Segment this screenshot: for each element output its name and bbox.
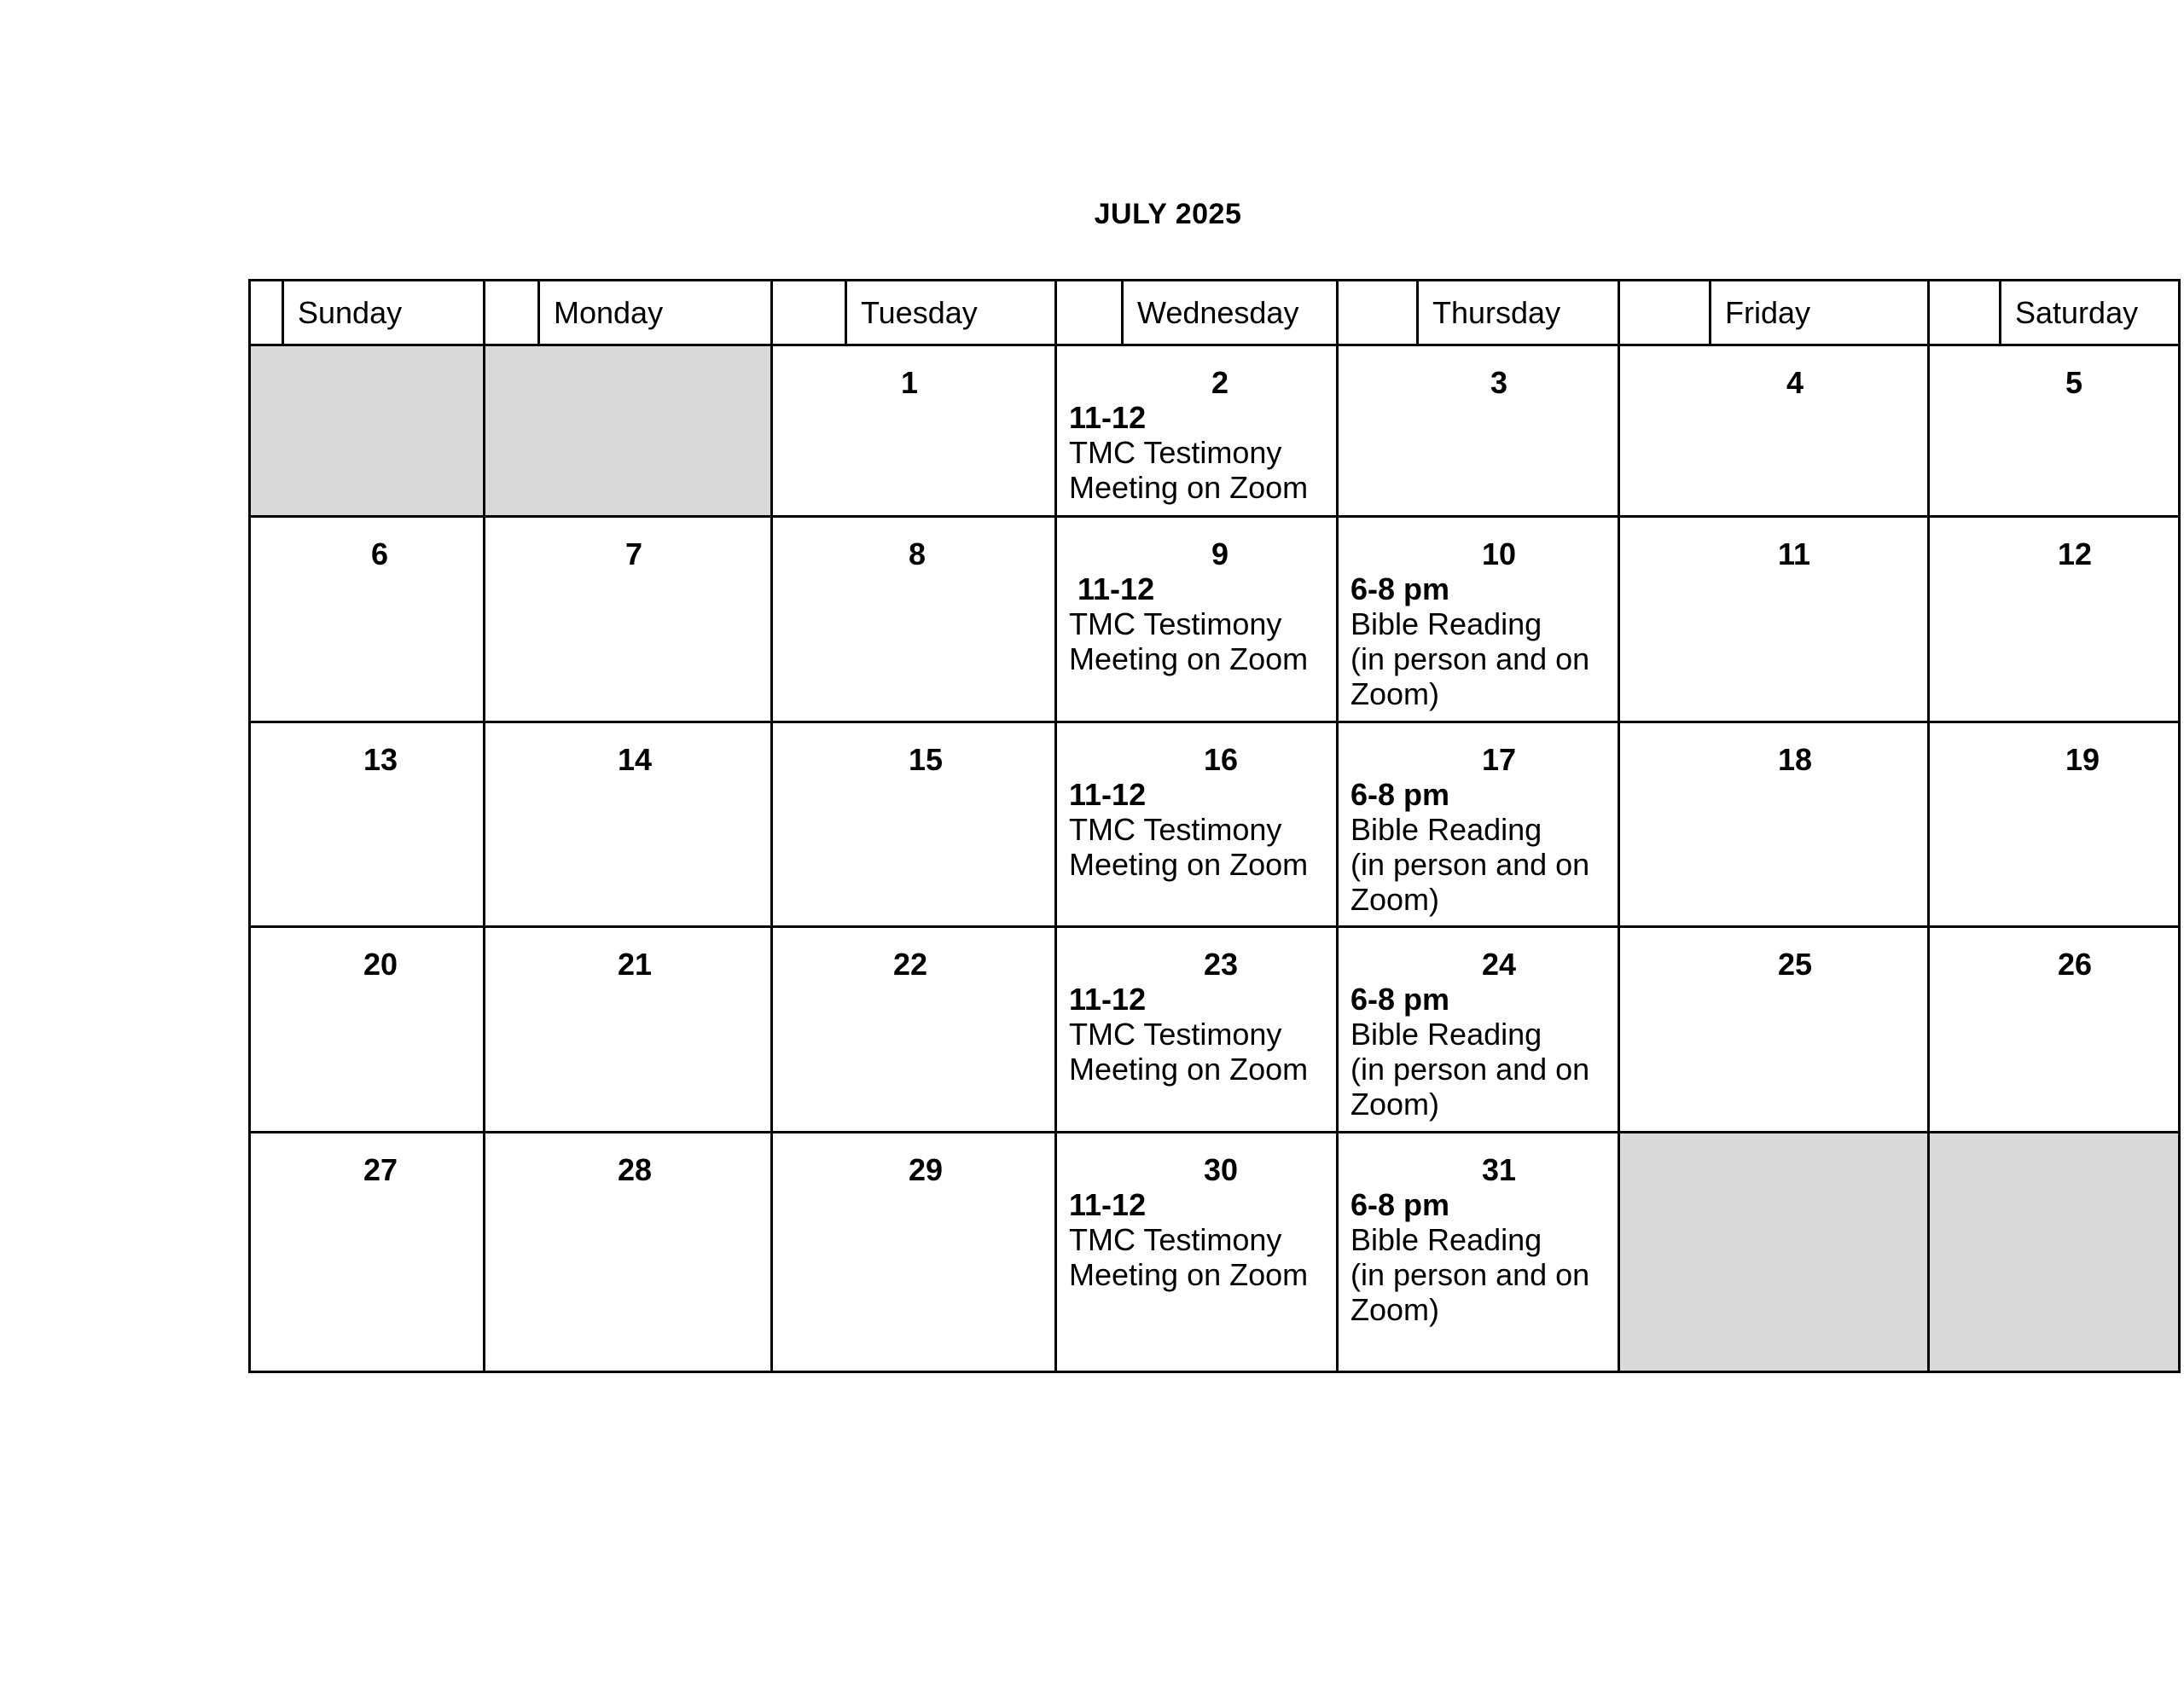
day-cell: [1929, 722, 2180, 927]
header-friday: [1619, 281, 1929, 345]
day-cell: [485, 517, 772, 722]
day-number: 16: [1204, 742, 1239, 777]
day-number: 30: [1204, 1152, 1239, 1187]
day-number: 8: [909, 536, 926, 571]
event-title: TMC Testimony: [1069, 606, 1282, 641]
day-cell: [1056, 517, 1338, 722]
day-number: 4: [1786, 365, 1804, 400]
day-cell: [1929, 517, 2180, 722]
event-location: Meeting on Zoom: [1069, 1052, 1309, 1087]
day-cell: [1056, 345, 1338, 517]
day-number: 1: [901, 365, 919, 400]
event-time: 6-8 pm: [1350, 777, 1450, 812]
weekday-label: Tuesday: [861, 295, 978, 330]
day-cell: [250, 927, 485, 1133]
weekday-label: Thursday: [1432, 295, 1561, 330]
event-location: Meeting on Zoom: [1069, 1257, 1309, 1292]
day-number: 29: [909, 1152, 944, 1187]
event-title: Bible Reading: [1350, 1222, 1542, 1257]
day-number: 25: [1778, 947, 1813, 982]
event-title: TMC Testimony: [1069, 812, 1282, 847]
event-time: 11-12: [1077, 571, 1155, 606]
calendar-grid: [248, 279, 2181, 1373]
day-cell: [1338, 345, 1619, 517]
event-location: (in person and on: [1350, 1052, 1590, 1087]
day-cell: [1338, 517, 1619, 722]
day-number: 18: [1778, 742, 1813, 777]
empty-day-cell: [1929, 1133, 2180, 1372]
day-cell: [1929, 345, 2180, 517]
event-location: (in person and on: [1350, 847, 1590, 882]
event-title: TMC Testimony: [1069, 435, 1282, 470]
week-row-1: [250, 345, 2180, 517]
event-time: 11-12: [1069, 777, 1147, 812]
day-number: 13: [363, 742, 398, 777]
day-number: 7: [625, 536, 643, 571]
day-cell: [1619, 927, 1929, 1133]
day-cell: [1056, 722, 1338, 927]
event-title: TMC Testimony: [1069, 1222, 1282, 1257]
day-number: 31: [1482, 1152, 1517, 1187]
day-number: 3: [1490, 365, 1508, 400]
day-cell: [1929, 927, 2180, 1133]
event-location: Meeting on Zoom: [1069, 641, 1309, 676]
day-number: 27: [363, 1152, 398, 1187]
day-number: 17: [1482, 742, 1517, 777]
day-cell: [1338, 1133, 1619, 1372]
day-number: 15: [909, 742, 944, 777]
week-row-4: [250, 927, 2180, 1133]
event-location: Zoom): [1350, 1292, 1440, 1327]
day-cell: [485, 927, 772, 1133]
header-saturday: [1929, 281, 2180, 345]
event-title: Bible Reading: [1350, 812, 1542, 847]
day-cell: [1056, 927, 1338, 1133]
day-cell: [1619, 722, 1929, 927]
header-monday: [485, 281, 772, 345]
day-number: 5: [2065, 365, 2083, 400]
event-title: Bible Reading: [1350, 606, 1542, 641]
day-cell: [1056, 1133, 1338, 1372]
day-cell: [772, 345, 1056, 517]
empty-day-cell: [250, 345, 485, 517]
day-number: 14: [618, 742, 653, 777]
day-number: 28: [618, 1152, 653, 1187]
event-title: Bible Reading: [1350, 1017, 1542, 1052]
week-row-5: [250, 1133, 2180, 1372]
calendar-title: JULY 2025: [1094, 198, 1242, 230]
day-cell: [772, 1133, 1056, 1372]
day-cell: [250, 722, 485, 927]
empty-day-cell: [485, 345, 772, 517]
event-time: 11-12: [1069, 400, 1147, 435]
day-number: 20: [363, 947, 398, 982]
day-number: 23: [1204, 947, 1239, 982]
day-number: 22: [893, 947, 928, 982]
empty-day-cell: [1619, 1133, 1929, 1372]
day-cell: [772, 722, 1056, 927]
event-time: 11-12: [1069, 982, 1147, 1017]
day-cell: [1619, 517, 1929, 722]
header-thursday: [1338, 281, 1619, 345]
weekday-label: Saturday: [2015, 295, 2139, 330]
day-number: 9: [1211, 536, 1229, 571]
header-sunday: [250, 281, 485, 345]
event-location: Zoom): [1350, 882, 1440, 917]
week-row-2: [250, 517, 2180, 722]
event-title: TMC Testimony: [1069, 1017, 1282, 1052]
event-location: (in person and on: [1350, 1257, 1590, 1292]
day-cell: [1338, 722, 1619, 927]
header-wednesday: [1056, 281, 1338, 345]
day-number: 2: [1211, 365, 1229, 400]
day-cell: [250, 1133, 485, 1372]
day-cell: [772, 927, 1056, 1133]
day-cell: [1619, 345, 1929, 517]
day-number: 11: [1778, 536, 1811, 571]
day-cell: [772, 517, 1056, 722]
event-time: 11-12: [1069, 1187, 1147, 1222]
event-location: Meeting on Zoom: [1069, 847, 1309, 882]
event-location: Meeting on Zoom: [1069, 470, 1309, 505]
event-time: 6-8 pm: [1350, 1187, 1450, 1222]
day-number: 26: [2058, 947, 2093, 982]
day-number: 6: [371, 536, 389, 571]
weekday-label: Sunday: [298, 295, 403, 330]
day-number: 19: [2065, 742, 2100, 777]
weekday-label: Monday: [554, 295, 664, 330]
event-time: 6-8 pm: [1350, 982, 1450, 1017]
event-location: (in person and on: [1350, 641, 1590, 676]
day-number: 10: [1482, 536, 1517, 571]
event-location: Zoom): [1350, 1087, 1440, 1122]
day-cell: [1338, 927, 1619, 1133]
day-cell: [485, 1133, 772, 1372]
day-number: 24: [1482, 947, 1517, 982]
event-time: 6-8 pm: [1350, 571, 1450, 606]
weekday-label: Friday: [1725, 295, 1811, 330]
weekday-label: Wednesday: [1137, 295, 1299, 330]
header-tuesday: [772, 281, 1056, 345]
day-number: 12: [2058, 536, 2093, 571]
day-cell: [485, 722, 772, 927]
week-row-3: [250, 722, 2180, 927]
weekday-header-row: [250, 281, 2180, 345]
day-number: 21: [618, 947, 653, 982]
event-location: Zoom): [1350, 676, 1440, 711]
day-cell: [250, 517, 485, 722]
